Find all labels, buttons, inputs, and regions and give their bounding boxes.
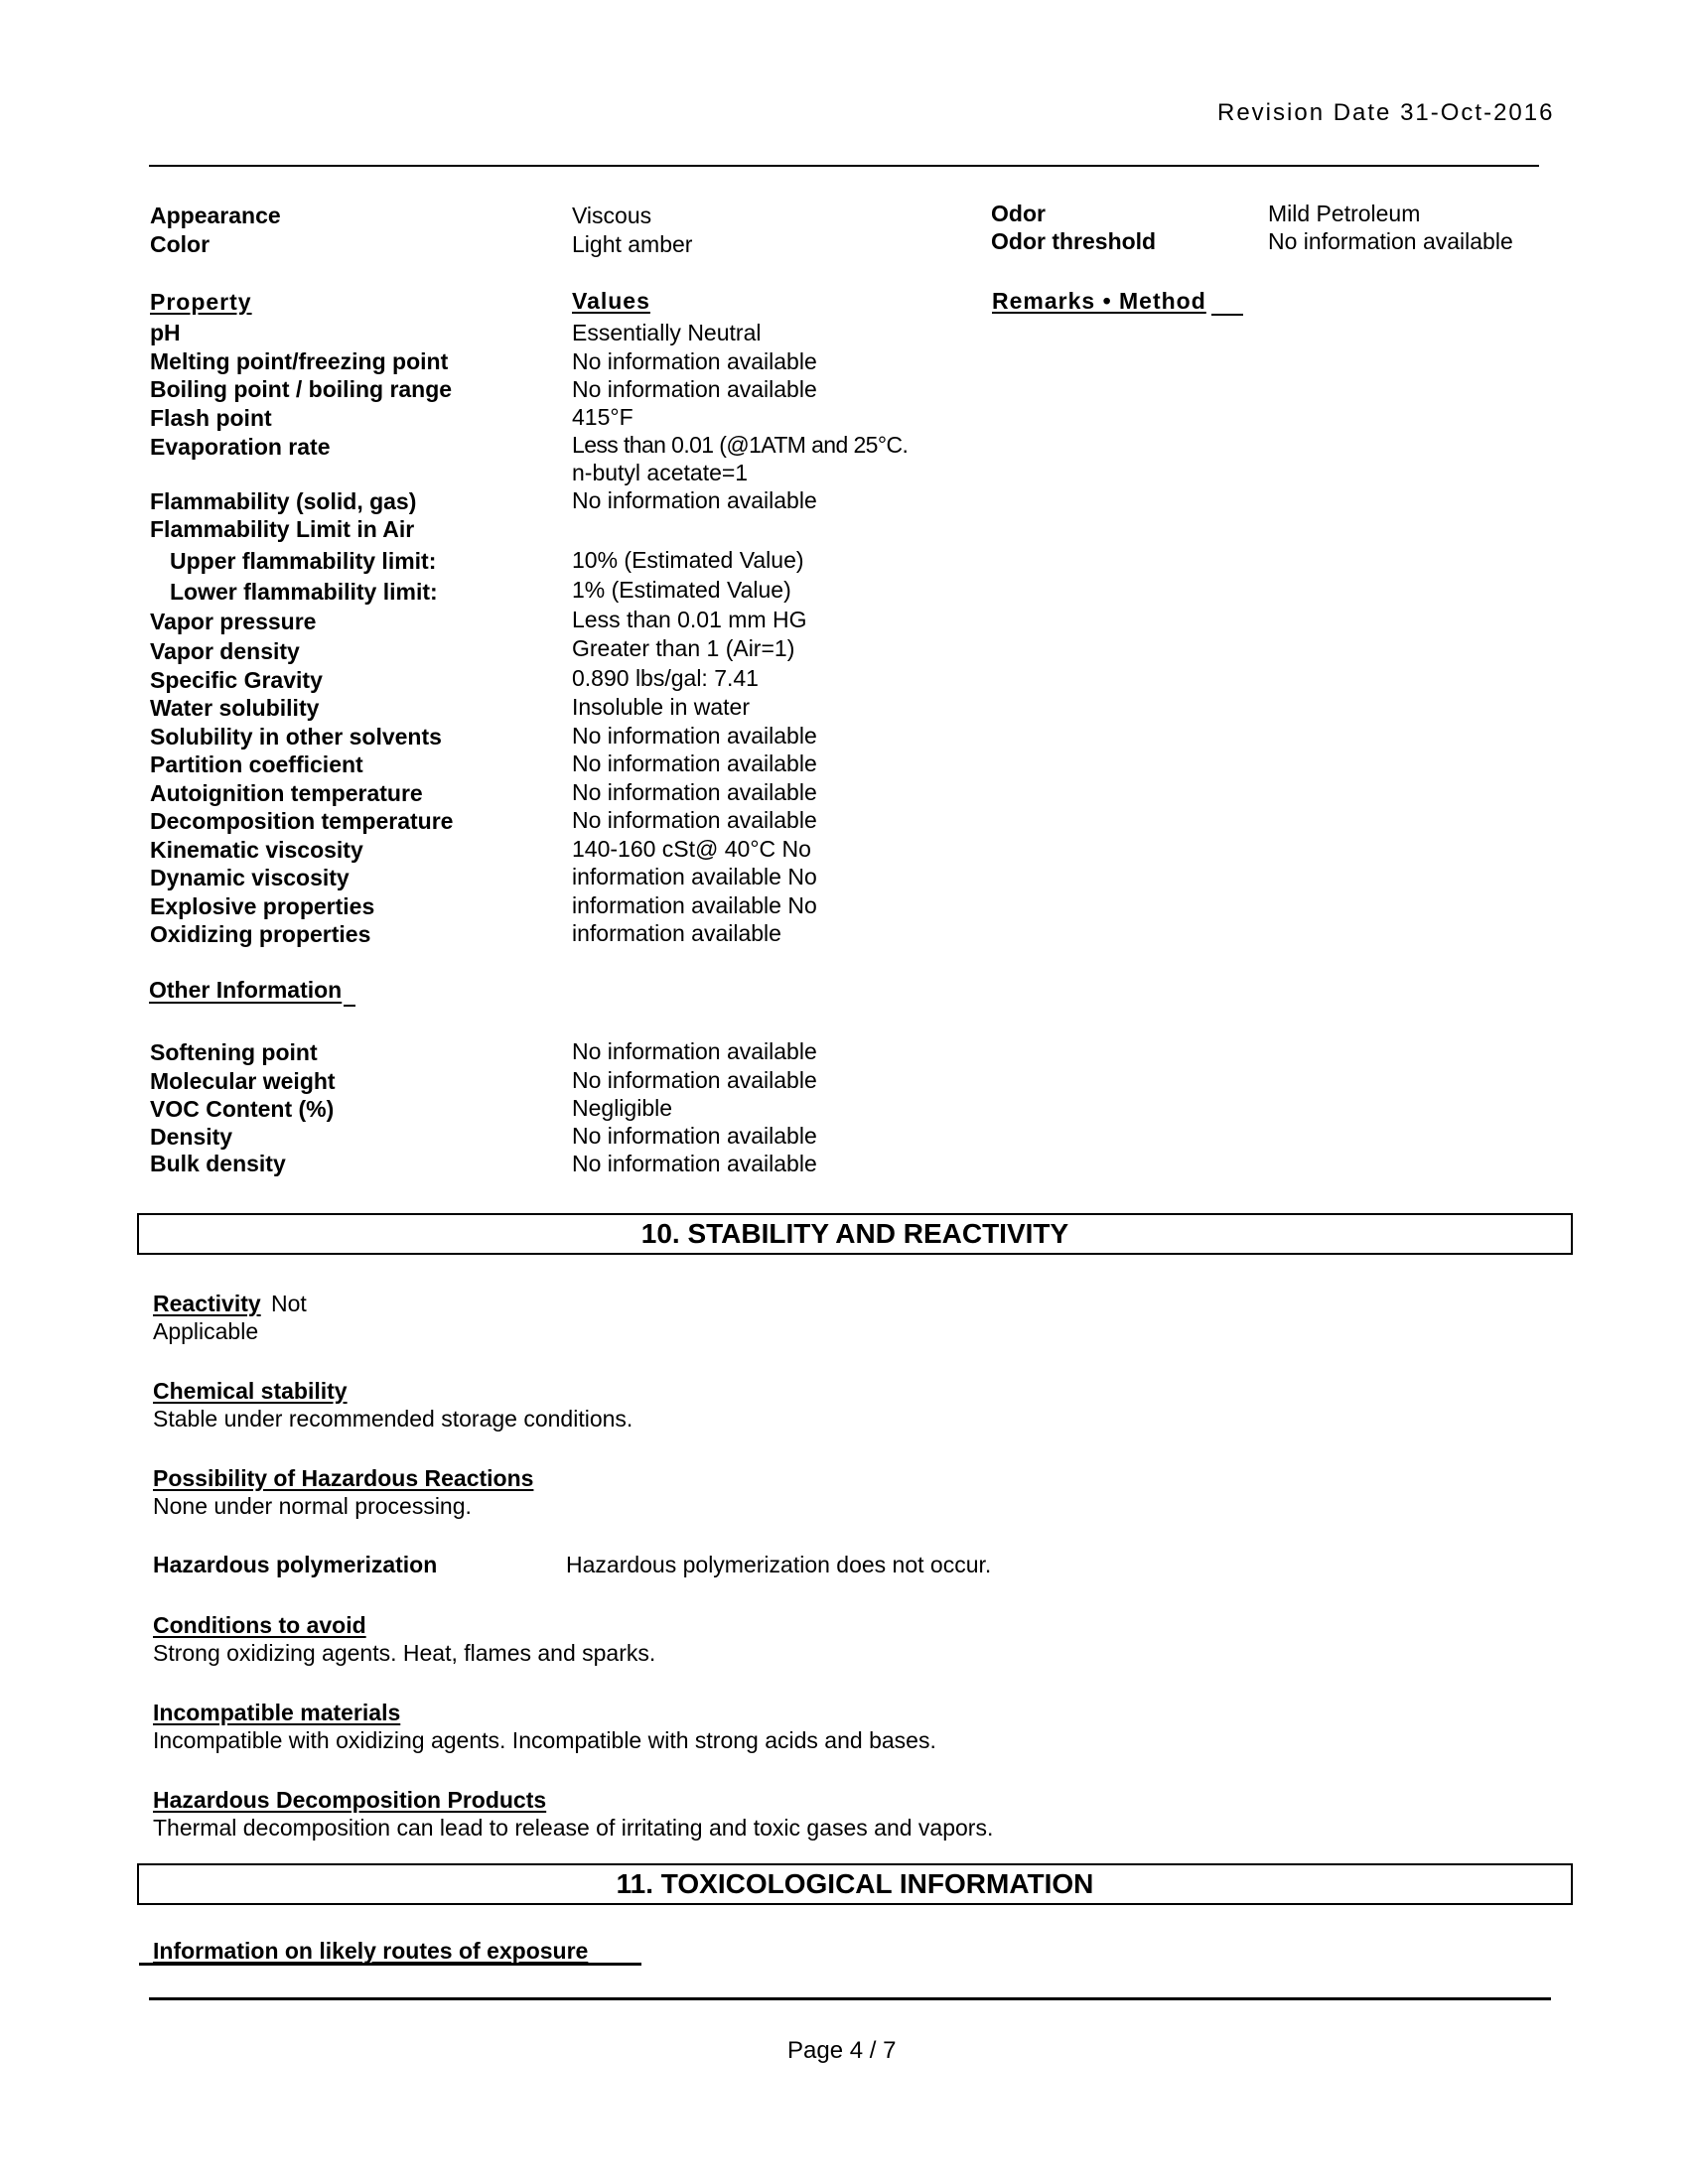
property-value: No information available [572, 376, 817, 402]
property-label: Evaporation rate [150, 434, 331, 460]
property-value: information available No [572, 892, 817, 918]
property-value: information available [572, 920, 781, 946]
color-value: Light amber [572, 231, 693, 257]
property-label: Kinematic viscosity [150, 837, 363, 863]
property-value: Less than 0.01 mm HG [572, 607, 807, 632]
property-label: Flammability Limit in Air [150, 516, 415, 542]
property-label: Decomposition temperature [150, 808, 454, 834]
odor-label: Odor [991, 201, 1046, 226]
hazardous-reactions-label: Possibility of Hazardous Reactions [153, 1465, 534, 1491]
other-info-value: Negligible [572, 1095, 673, 1121]
property-label: Flammability (solid, gas) [150, 488, 417, 514]
section-10-header: 10. STABILITY AND REACTIVITY [137, 1213, 1573, 1255]
property-label: Vapor pressure [150, 609, 317, 634]
appearance-label: Appearance [150, 203, 281, 228]
property-header: Property [150, 289, 252, 315]
page-number: Page 4 / 7 [787, 2037, 897, 2064]
other-info-label: Density [150, 1124, 233, 1150]
property-value: Greater than 1 (Air=1) [572, 635, 795, 661]
property-label: Partition coefficient [150, 751, 363, 777]
values-header: Values [572, 288, 650, 314]
property-value: 0.890 lbs/gal: 7.41 [572, 665, 759, 691]
other-info-label: Molecular weight [150, 1068, 336, 1094]
property-value: 1% (Estimated Value) [572, 577, 791, 603]
odor-value: Mild Petroleum [1268, 201, 1421, 226]
property-value: Essentially Neutral [572, 320, 762, 345]
property-value: 10% (Estimated Value) [572, 547, 804, 573]
property-label: Water solubility [150, 695, 320, 721]
property-label: Dynamic viscosity [150, 865, 350, 890]
property-label: Oxidizing properties [150, 921, 371, 947]
hazardous-reactions-text: None under normal processing. [153, 1493, 472, 1519]
header-rule [149, 165, 1539, 167]
footer-rule [149, 1997, 1551, 2000]
revision-date: Revision Date 31-Oct-2016 [1217, 99, 1555, 126]
property-label: Specific Gravity [150, 667, 323, 693]
property-value-continued: n-butyl acetate=1 [572, 460, 749, 485]
odor-threshold-label: Odor threshold [991, 228, 1157, 254]
other-info-value: No information available [572, 1067, 817, 1093]
routes-of-exposure-label: Information on likely routes of exposure [153, 1938, 589, 1964]
reactivity-label: Reactivity [153, 1291, 261, 1316]
odor-threshold-value: No information available [1268, 228, 1513, 254]
property-label: pH [150, 320, 181, 345]
property-value: No information available [572, 487, 817, 513]
reactivity-text-continued: Applicable [153, 1318, 259, 1344]
property-value: No information available [572, 779, 817, 805]
property-value: No information available [572, 348, 817, 374]
remarks-method-header: Remarks • Method [992, 288, 1206, 314]
other-info-value: No information available [572, 1038, 817, 1064]
property-value: No information available [572, 807, 817, 833]
property-label: Solubility in other solvents [150, 724, 442, 750]
other-info-label: Bulk density [150, 1151, 286, 1176]
property-value: 140-160 cSt@ 40°C No [572, 836, 811, 862]
property-value: Insoluble in water [572, 694, 750, 720]
conditions-to-avoid-label: Conditions to avoid [153, 1612, 366, 1638]
other-info-value: No information available [572, 1123, 817, 1149]
appearance-value: Viscous [572, 203, 652, 228]
other-info-label: VOC Content (%) [150, 1096, 335, 1122]
property-value: Less than 0.01 (@1ATM and 25°C. [572, 432, 909, 458]
chemical-stability-text: Stable under recommended storage conditions. [153, 1406, 633, 1432]
other-information-underline-extension [344, 1005, 355, 1007]
hazardous-decomposition-text: Thermal decomposition can lead to release of irritating and toxic gases and vapors. [153, 1815, 994, 1841]
property-value: No information available [572, 723, 817, 749]
hazardous-polymerization-label: Hazardous polymerization [153, 1552, 438, 1577]
other-information-title: Other Information [149, 977, 343, 1003]
incompatible-materials-text: Incompatible with oxidizing agents. Incompatible with strong acids and bases. [153, 1727, 936, 1753]
hazardous-polymerization-text: Hazardous polymerization does not occur. [566, 1552, 992, 1577]
property-label: Autoignition temperature [150, 780, 423, 806]
color-label: Color [150, 231, 211, 257]
property-label: Upper flammability limit: [170, 548, 437, 574]
property-label: Vapor density [150, 638, 300, 664]
conditions-to-avoid-text: Strong oxidizing agents. Heat, flames and sparks. [153, 1640, 656, 1666]
hazardous-decomposition-label: Hazardous Decomposition Products [153, 1787, 547, 1813]
property-label: Melting point/freezing point [150, 348, 449, 374]
chemical-stability-label: Chemical stability [153, 1378, 348, 1404]
property-value: No information available [572, 751, 817, 776]
other-info-value: No information available [572, 1151, 817, 1176]
routes-of-exposure-underline-extension [139, 1963, 641, 1966]
section-11-header: 11. TOXICOLOGICAL INFORMATION [137, 1863, 1573, 1905]
property-value: information available No [572, 864, 817, 889]
property-label: Explosive properties [150, 893, 375, 919]
other-info-label: Softening point [150, 1039, 318, 1065]
property-value: 415°F [572, 404, 633, 430]
incompatible-materials-label: Incompatible materials [153, 1700, 401, 1725]
remarks-header-underline-extension [1211, 314, 1243, 316]
property-label: Boiling point / boiling range [150, 376, 453, 402]
property-label: Lower flammability limit: [170, 579, 438, 605]
reactivity-text: Not [271, 1291, 307, 1316]
property-label: Flash point [150, 405, 272, 431]
